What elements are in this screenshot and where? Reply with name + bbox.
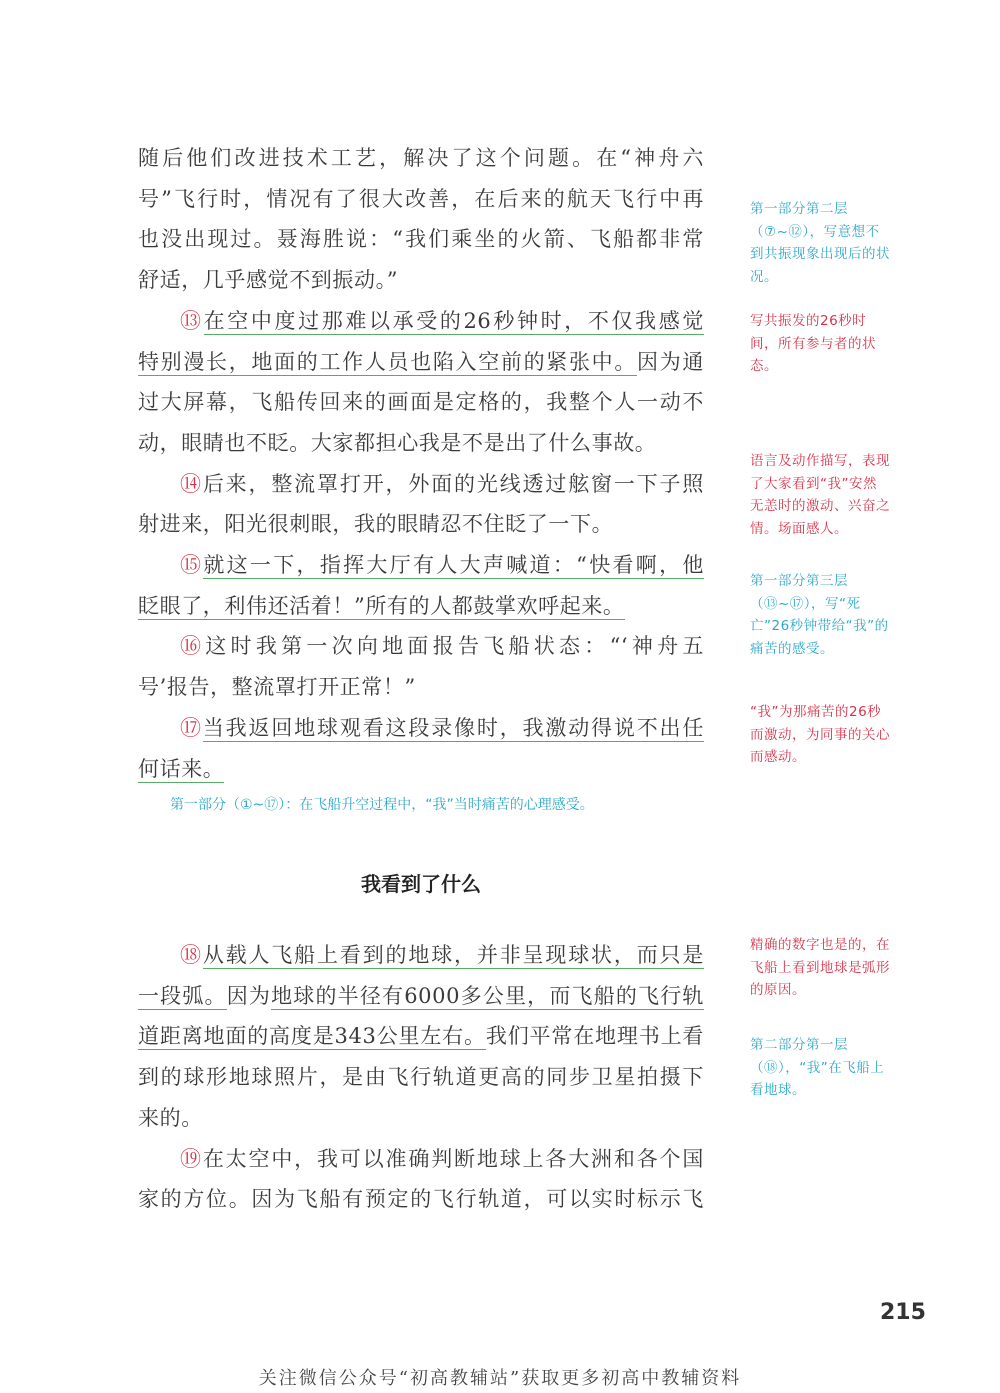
paragraph-number: ⑮ <box>180 553 204 577</box>
text-segment: 就这一下，指挥大厅有人大声喊道：“快看啊，他 <box>203 553 704 577</box>
text-segment: 号’报告，整流罩打开正常！” <box>138 675 416 700</box>
text-segment: 也没出现过。聂海胜说：“我们乘坐的火箭、飞船都非常 <box>138 227 704 252</box>
paragraph-number: ⑯ <box>180 634 206 659</box>
text-segment: 我们平常在地理书上看 <box>485 1024 704 1049</box>
margin-note-3: 语言及动作描写，表现了大家看到“我”安然无恙时的激动、兴奋之情。场面感人。 <box>750 453 890 537</box>
text-segment: 地球的半径有6000多公里，而飞船的飞行轨 <box>271 983 704 1008</box>
text-segment: 在空中度过那难以承受的26秒钟时，不仅我感觉 <box>203 308 704 333</box>
text-segment: 道距离地面的高度是343公里左右。 <box>138 1024 486 1049</box>
margin-note-5: “我”为那痛苦的26秒而激动，为同事的关心而感动。 <box>750 704 890 765</box>
margin-note-2: 写共振发的26秒时间，所有参与者的状态。 <box>750 313 876 374</box>
text-segment: 号”飞行时，情况有了很大改善，在后来的航天飞行中再 <box>138 186 704 211</box>
margin-note-7: 第二部分第一层（⑱），“我”在飞船上看地球。 <box>750 1037 885 1098</box>
text-line <box>180 1139 704 1179</box>
section-heading: 我看到了什么 <box>361 872 481 896</box>
paragraph-number: ⑰ <box>180 715 203 740</box>
text-segment: 后来，整流罩打开，外面的光线透过舷窗一下子照 <box>202 471 704 496</box>
section-summary-caption: 第一部分（①~⑰）：在飞船升空过程中，“我”当时痛苦的心理感受。 <box>170 797 594 813</box>
text-line <box>138 667 704 707</box>
paragraph-number: ⑭ <box>180 471 203 496</box>
text-segment: 射进来，阳光很刺眼，我的眼睛忍不住眨了一下。 <box>138 512 614 537</box>
text-line <box>180 464 704 504</box>
text-line <box>138 1057 704 1097</box>
text-line <box>180 708 704 748</box>
paragraph-number: ⑲ <box>180 1146 203 1171</box>
text-line <box>138 219 704 259</box>
text-segment: 这时我第一次向地面报告飞船状态：“‘神舟五 <box>205 634 704 659</box>
text-line <box>138 504 704 544</box>
text-line <box>138 1098 704 1138</box>
text-line <box>180 545 704 585</box>
text-line <box>138 138 704 178</box>
text-segment: 从载人飞船上看到的地球，并非呈现球状，而只是 <box>202 943 704 967</box>
text-line <box>138 586 704 626</box>
text-line <box>180 301 704 341</box>
text-line <box>138 976 704 1016</box>
text-segment: 当我返回地球观看这段录像时，我激动得说不出任 <box>202 715 704 740</box>
text-segment: 到的球形地球照片，是由飞行轨道更高的同步卫星拍摄下 <box>138 1065 704 1090</box>
text-line <box>138 749 704 789</box>
paragraph-number: ⑬ <box>180 308 204 333</box>
text-segment: 眨眼了，利伟还活着！”所有的人都鼓掌欢呼起来。 <box>138 593 625 618</box>
text-segment: 动，眼睛也不眨。大家都担心我是不是出了什么事故。 <box>138 430 657 455</box>
text-segment: 过大屏幕，飞船传回来的画面是定格的，我整个人一动不 <box>138 390 704 415</box>
text-line <box>138 1016 704 1056</box>
page-number: 215 <box>880 1300 926 1325</box>
paragraph-number: ⑱ <box>180 943 203 967</box>
text-segment: 家的方位。因为飞船有预定的飞行轨道，可以实时标示飞 <box>138 1187 704 1212</box>
text-segment: 特别漫长，地面的工作人员也陷入空前的紧张中。 <box>138 349 638 374</box>
text-segment: 何话来。 <box>138 756 225 781</box>
text-segment: 一段弧。 <box>138 983 227 1008</box>
margin-note-6: 精确的数字也是的，在飞船上看到地球是弧形的原因。 <box>750 937 890 998</box>
text-line <box>138 423 704 463</box>
text-line <box>138 260 704 300</box>
text-line <box>138 179 704 219</box>
margin-note-4: 第一部分第三层（⑬~⑰），写“死亡”26秒钟带给“我”的痛苦的感受。 <box>750 573 889 657</box>
text-line <box>180 935 704 975</box>
margin-note-1: 第一部分第二层（⑦~⑫），写意想不到共振现象出现后的状况。 <box>750 201 890 285</box>
text-segment: 因为 <box>226 983 272 1008</box>
text-segment: 在太空中，我可以准确判断地球上各大洲和各个国 <box>202 1146 704 1171</box>
text-line <box>138 342 704 382</box>
footer-note: 关注微信公众号“初高教辅站”获取更多初高中教辅资料 <box>258 1368 742 1389</box>
text-line <box>138 382 704 422</box>
text-segment: 舒适，几乎感觉不到振动。” <box>138 268 399 293</box>
text-line <box>180 626 704 666</box>
text-segment: 因为通 <box>637 349 704 374</box>
text-line <box>138 1179 704 1219</box>
text-segment: 来的。 <box>138 1105 203 1130</box>
text-segment: 随后他们改进技术工艺，解决了这个问题。在“神舟六 <box>138 146 704 170</box>
